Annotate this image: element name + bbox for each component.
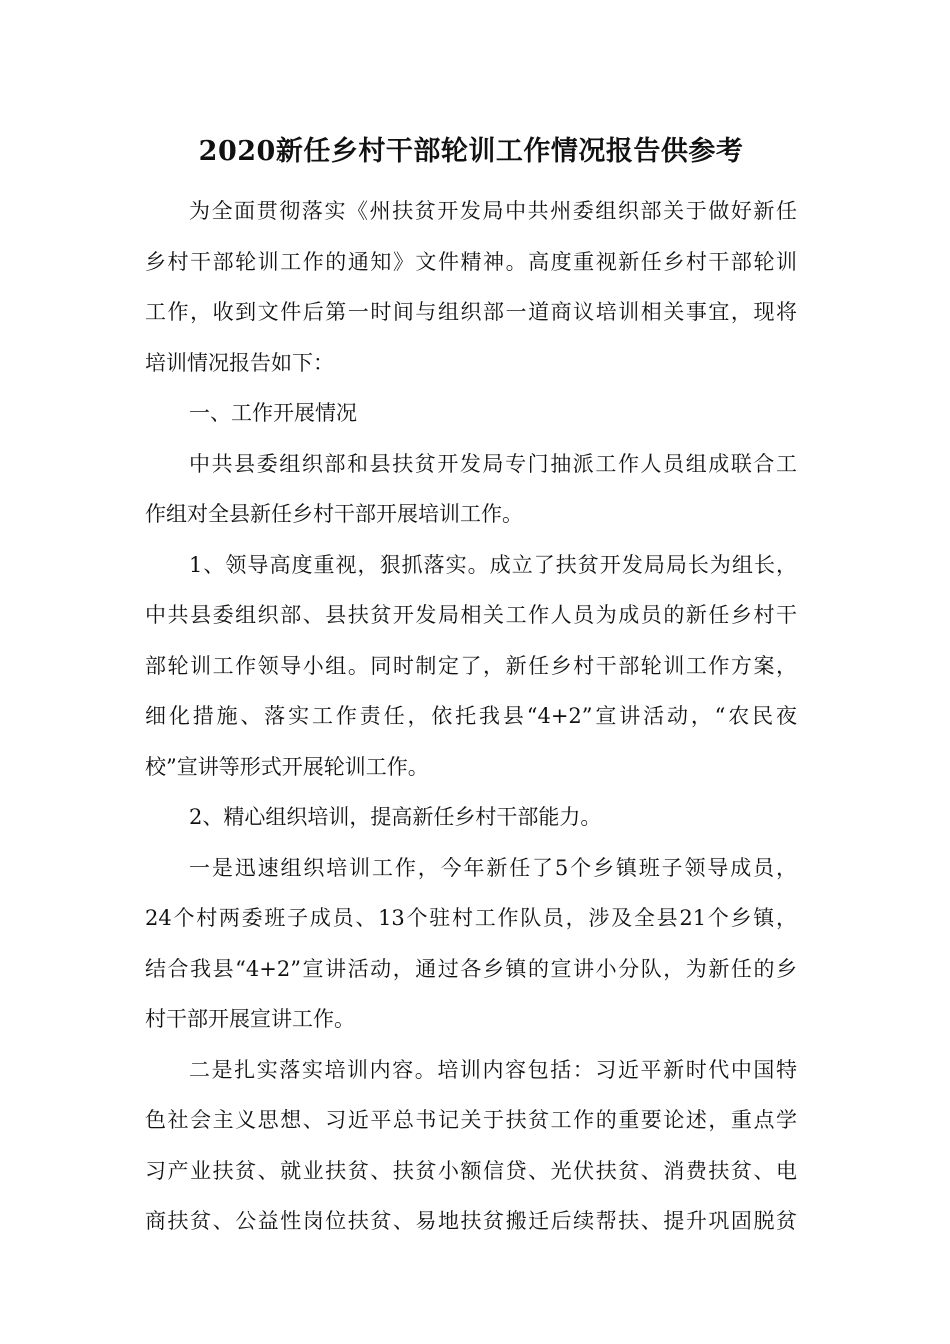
text-line: 村干部开展宣讲工作。 (145, 1007, 355, 1031)
text-line: 中共县委组织部、县扶贫开发局相关工作人员为成员的新任乡村干 (145, 603, 797, 627)
text-line: 商扶贫、公益性岗位扶贫、易地扶贫搬迁后续帮扶、提升巩固脱贫 (145, 1209, 797, 1233)
text-line: 作组对全县新任乡村干部开展培训工作。 (145, 502, 523, 526)
text-line: 一、工作开展情况 (189, 401, 357, 425)
text-line: 培训情况报告如下： (145, 350, 334, 375)
text-line: 乡村干部轮训工作的通知》文件精神。高度重视新任乡村干部轮训 (145, 249, 797, 274)
text-line: 一是迅速组织培训工作，今年新任了5个乡镇班子领导成员， (189, 855, 797, 880)
text-line: 二是扎实落实培训内容。培训内容包括：习近平新时代中国特 (189, 1057, 797, 1082)
text-line: 工作，收到文件后第一时间与组织部一道商议培训相关事宜，现将 (145, 300, 797, 324)
document-body (145, 186, 797, 1247)
text-line: 习产业扶贫、就业扶贫、扶贫小额信贷、光伏扶贫、消费扶贫、电 (145, 1158, 797, 1183)
text-line: 结合我县“4+2”宣讲活动，通过各乡镇的宣讲小分队，为新任的乡 (145, 956, 797, 981)
text-line: 校”宣讲等形式开展轮训工作。 (145, 754, 429, 779)
text-line: 1、领导高度重视，狠抓落实。成立了扶贫开发局局长为组长， (189, 552, 797, 577)
text-line: 部轮训工作领导小组。同时制定了，新任乡村干部轮训工作方案， (145, 653, 797, 678)
text-line: 为全面贯彻落实《州扶贫开发局中共州委组织部关于做好新任 (189, 199, 797, 223)
document-content (145, 128, 797, 1247)
text-line: 色社会主义思想、习近平总书记关于扶贫工作的重要论述，重点学 (145, 1108, 797, 1132)
text-line: 中共县委组织部和县扶贫开发局专门抽派工作人员组成联合工 (189, 451, 797, 476)
text-line: 细化措施、落实工作责任，依托我县“4+2”宣讲活动，“农民夜 (145, 704, 797, 728)
text-line: 24个村两委班子成员、13个驻村工作队员，涉及全县21个乡镇， (145, 906, 797, 930)
text-line: 2、精心组织培训，提高新任乡村干部能力。 (189, 805, 602, 829)
document-title: 2020新任乡村干部轮训工作情况报告供参考 (198, 136, 744, 167)
